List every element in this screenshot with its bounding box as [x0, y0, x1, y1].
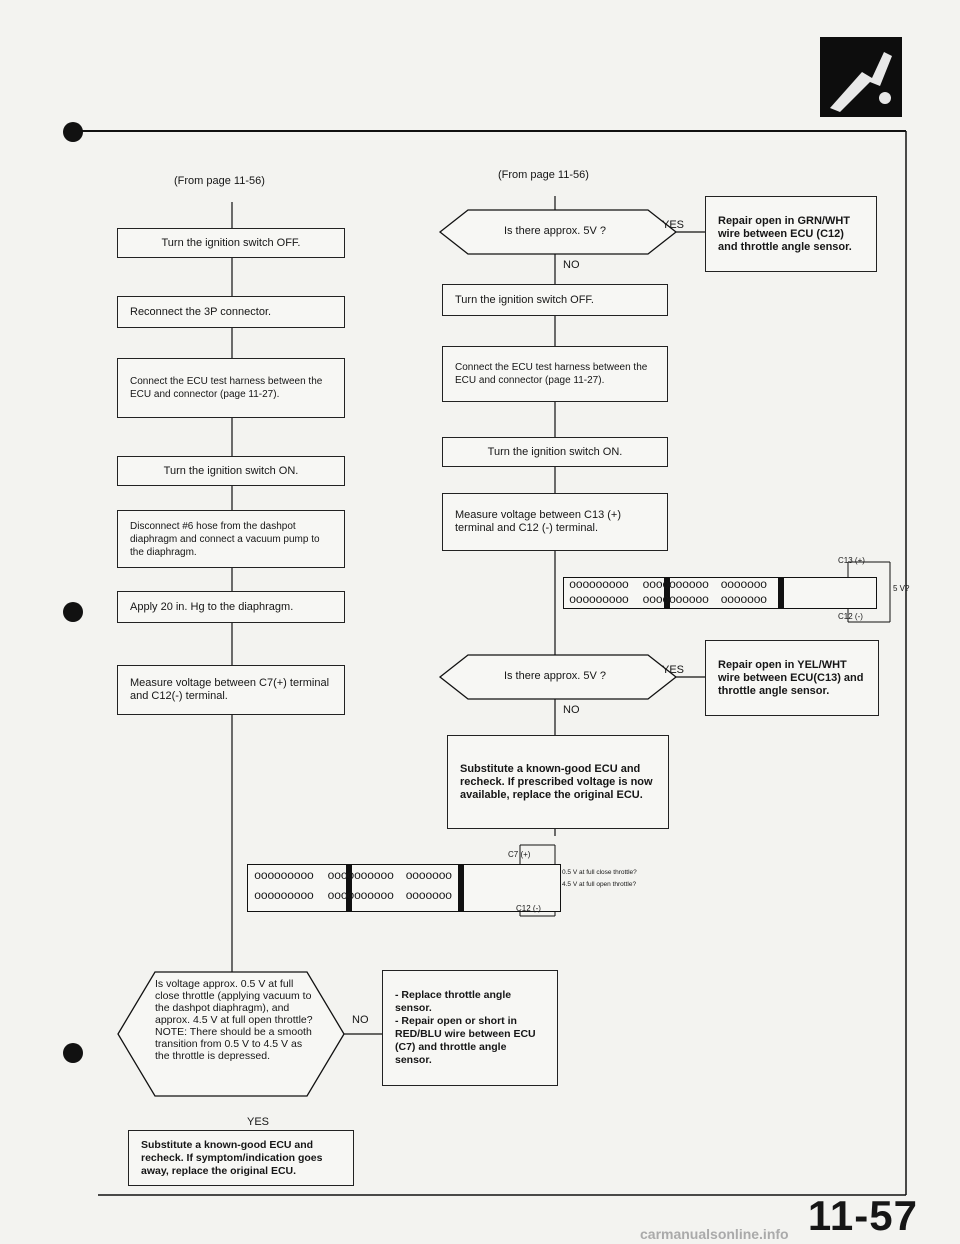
result-text: Repair open in GRN/WHT wire between ECU (C12) and throttle angle sensor.	[718, 214, 852, 253]
step-text: Turn the ignition switch ON.	[163, 464, 299, 477]
step-ignition-on-left	[117, 456, 345, 486]
step-apply-vacuum	[117, 591, 345, 623]
yes-label-left: YES	[247, 1116, 270, 1128]
ecu-connector-bottom	[247, 864, 561, 912]
step-connect-harness-left	[117, 358, 345, 418]
registration-mark	[63, 602, 83, 622]
step-text: Measure voltage between C13 (+) terminal and C12 (-) terminal.	[455, 509, 622, 534]
yes-label-right-2: YES	[662, 664, 685, 676]
step-disconnect-hose	[117, 510, 345, 568]
question-voltage-range: Is voltage approx. 0.5 V at full close throttle (applying vacuum to the dashpot diaphragm), and approx. 4.5 V at full open throttle? NOTE: There should be a smooth transition from 0.5 V to 4.5 V as the throttle is depressed.	[155, 978, 313, 1062]
pin-label-c12: C12 (-)	[516, 904, 541, 913]
yes-label-right-1: YES	[662, 219, 685, 231]
step-measure-c7	[117, 665, 345, 715]
step-text: Apply 20 in. Hg to the diaphragm.	[130, 600, 294, 613]
result-repair-grn-wht	[705, 196, 877, 272]
pin-label-c7: C7 (+)	[508, 850, 531, 859]
step-connect-harness-right	[442, 346, 668, 402]
step-reconnect-3p	[117, 296, 345, 328]
pin-label-c13: C13 (+)	[838, 556, 865, 565]
result-substitute-ecu-right	[447, 735, 669, 829]
from-page-label-right: (From page 11-56)	[498, 169, 589, 181]
step-text: Disconnect #6 hose from the dashpot diaphragm and connect a vacuum pump to the diaphragm.	[130, 520, 320, 558]
question-5v-top: Is there approx. 5V ?	[503, 225, 607, 237]
result-text: Substitute a known-good ECU and recheck. If symptom/indication goes away, replace the original ECU.	[141, 1138, 323, 1177]
result-text: Repair open in YEL/WHT wire between ECU(C13) and throttle angle sensor.	[718, 658, 864, 697]
pin-row: ooooooooo oooooooooo ooooooo	[569, 593, 767, 607]
from-page-label-left: (From page 11-56)	[174, 175, 265, 187]
step-text: Reconnect the 3P connector.	[130, 305, 272, 318]
pin-row: ooooooooo oooooooooo ooooooo	[254, 869, 452, 883]
step-ignition-on-right	[442, 437, 668, 467]
page-number: 11-57	[807, 1192, 918, 1239]
pin-row: ooooooooo oooooooooo ooooooo	[569, 578, 767, 592]
step-text: Turn the ignition switch OFF.	[455, 293, 594, 306]
step-text: Measure voltage between C7(+) terminal and C12(-) terminal.	[130, 677, 330, 702]
pin-label-c12: C12 (-)	[838, 612, 863, 621]
registration-mark	[63, 1043, 83, 1063]
step-ignition-off-left	[117, 228, 345, 258]
step-ignition-off-right	[442, 284, 668, 316]
step-text: Turn the ignition switch ON.	[487, 445, 623, 458]
result-text: Substitute a known-good ECU and recheck. If prescribed voltage is now available, replace the original ECU.	[460, 762, 653, 801]
no-label-left: NO	[352, 1014, 369, 1026]
step-text: Turn the ignition switch OFF.	[161, 236, 301, 249]
no-label-right-2: NO	[563, 704, 580, 716]
registration-mark	[63, 122, 83, 142]
ecu-connector-top	[563, 577, 877, 609]
step-text: Connect the ECU test harness between the ECU and connector (page 11-27).	[455, 362, 648, 386]
result-replace-sensor	[382, 970, 558, 1086]
meter-label: 5 V?	[893, 584, 910, 593]
result-repair-yel-wht	[705, 640, 879, 716]
result-substitute-ecu-left	[128, 1130, 354, 1186]
step-measure-c13	[442, 493, 668, 551]
no-label-right-1: NO	[563, 259, 580, 271]
voltage-note: 4.5 V at full open throttle?	[562, 881, 637, 888]
result-text: - Replace throttle angle sensor. - Repair open or short in RED/BLU wire between ECU (C7) and throttle angle sensor.	[395, 989, 536, 1066]
watermark: carmanualsonline.info	[640, 1226, 789, 1242]
question-5v-bottom: Is there approx. 5V ?	[503, 670, 607, 682]
voltage-note: 0.5 V at full close throttle?	[562, 869, 637, 876]
step-text: Connect the ECU test harness between the ECU and connector (page 11-27).	[130, 376, 323, 400]
pin-row: ooooooooo oooooooooo ooooooo	[254, 889, 452, 903]
